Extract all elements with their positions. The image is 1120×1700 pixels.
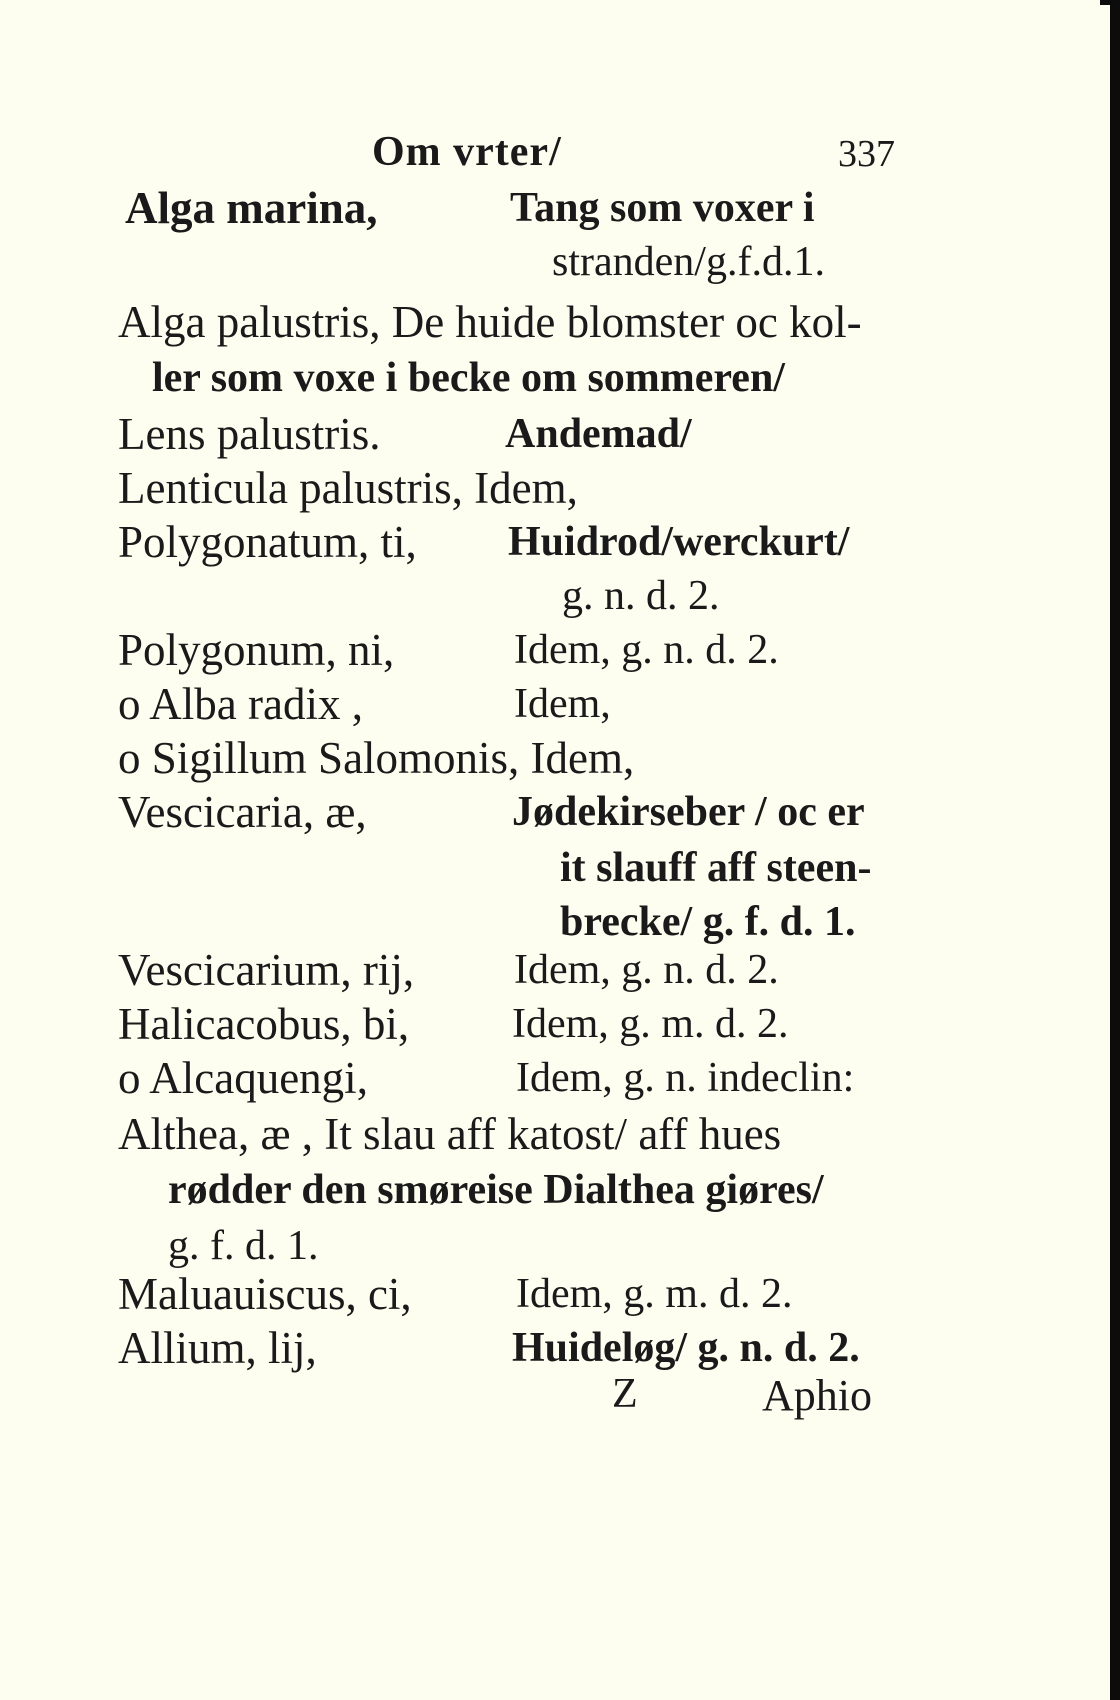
entry-continuation: stranden/g.f.d.1. xyxy=(552,239,825,285)
entry-gloss: Idem, xyxy=(514,681,611,727)
page-header xyxy=(0,128,1110,188)
entry-latin: Lens palustris. xyxy=(118,409,381,459)
entry-latin: Vescicarium, rij, xyxy=(118,945,415,995)
entry-latin: Alga palustris, De huide blomster oc kol- xyxy=(118,297,862,347)
running-title: Om vrter/ xyxy=(372,129,562,175)
entry-continuation: g. n. d. 2. xyxy=(562,573,720,619)
entry-latin: Maluauiscus, ci, xyxy=(118,1269,412,1319)
entry-gloss: Idem, g. n. d. 2. xyxy=(514,947,779,993)
entry-latin: Althea, æ , It slau aff katost/ aff hues xyxy=(118,1109,782,1159)
entry-gloss: Idem, g. n. indeclin: xyxy=(516,1055,855,1101)
entry-continuation: g. f. d. 1. xyxy=(168,1223,319,1269)
entry-gloss: Jødekirseber / oc er xyxy=(512,789,865,835)
scan-edge xyxy=(1110,0,1120,1700)
entry-gloss: Tang som voxer i xyxy=(510,185,815,231)
entry-continuation: ler som voxe i becke om sommeren/ xyxy=(152,355,785,401)
entry-gloss: Huidrod/werckurt/ xyxy=(508,519,850,565)
entry-latin: Vescicaria, æ, xyxy=(118,787,367,837)
entry-gloss: Idem, g. m. d. 2. xyxy=(516,1271,793,1317)
entry-latin: o Alcaquengi, xyxy=(118,1053,368,1103)
entry-gloss: Idem, g. m. d. 2. xyxy=(512,1001,789,1047)
entry-gloss: Huideløg/ g. n. d. 2. xyxy=(512,1325,860,1371)
entry-gloss: Idem, g. n. d. 2. xyxy=(514,627,779,673)
signature-mark: Z xyxy=(612,1371,638,1417)
entry-latin: Polygonum, ni, xyxy=(118,625,395,675)
entry-gloss: Andemad/ xyxy=(505,411,692,457)
entry-latin: Halicacobus, bi, xyxy=(118,999,410,1049)
entry-latin: o Alba radix , xyxy=(118,679,363,729)
entry-latin: o Sigillum Salomonis, Idem, xyxy=(118,733,635,783)
entry-continuation: it slauff aff steen- xyxy=(560,845,872,891)
entry-latin: Lenticula palustris, Idem, xyxy=(118,463,578,513)
scan-edge-tick xyxy=(1100,0,1110,5)
page-number: 337 xyxy=(838,133,895,175)
entry-latin: Allium, lij, xyxy=(118,1323,317,1373)
entry-continuation: rødder den smøreise Dialthea giøres/ xyxy=(168,1167,824,1213)
entry-latin: Polygonatum, ti, xyxy=(118,517,417,567)
catchword: Aphio xyxy=(762,1371,872,1420)
entry-continuation: brecke/ g. f. d. 1. xyxy=(560,899,856,945)
entry-latin: Alga marina, xyxy=(125,183,378,233)
